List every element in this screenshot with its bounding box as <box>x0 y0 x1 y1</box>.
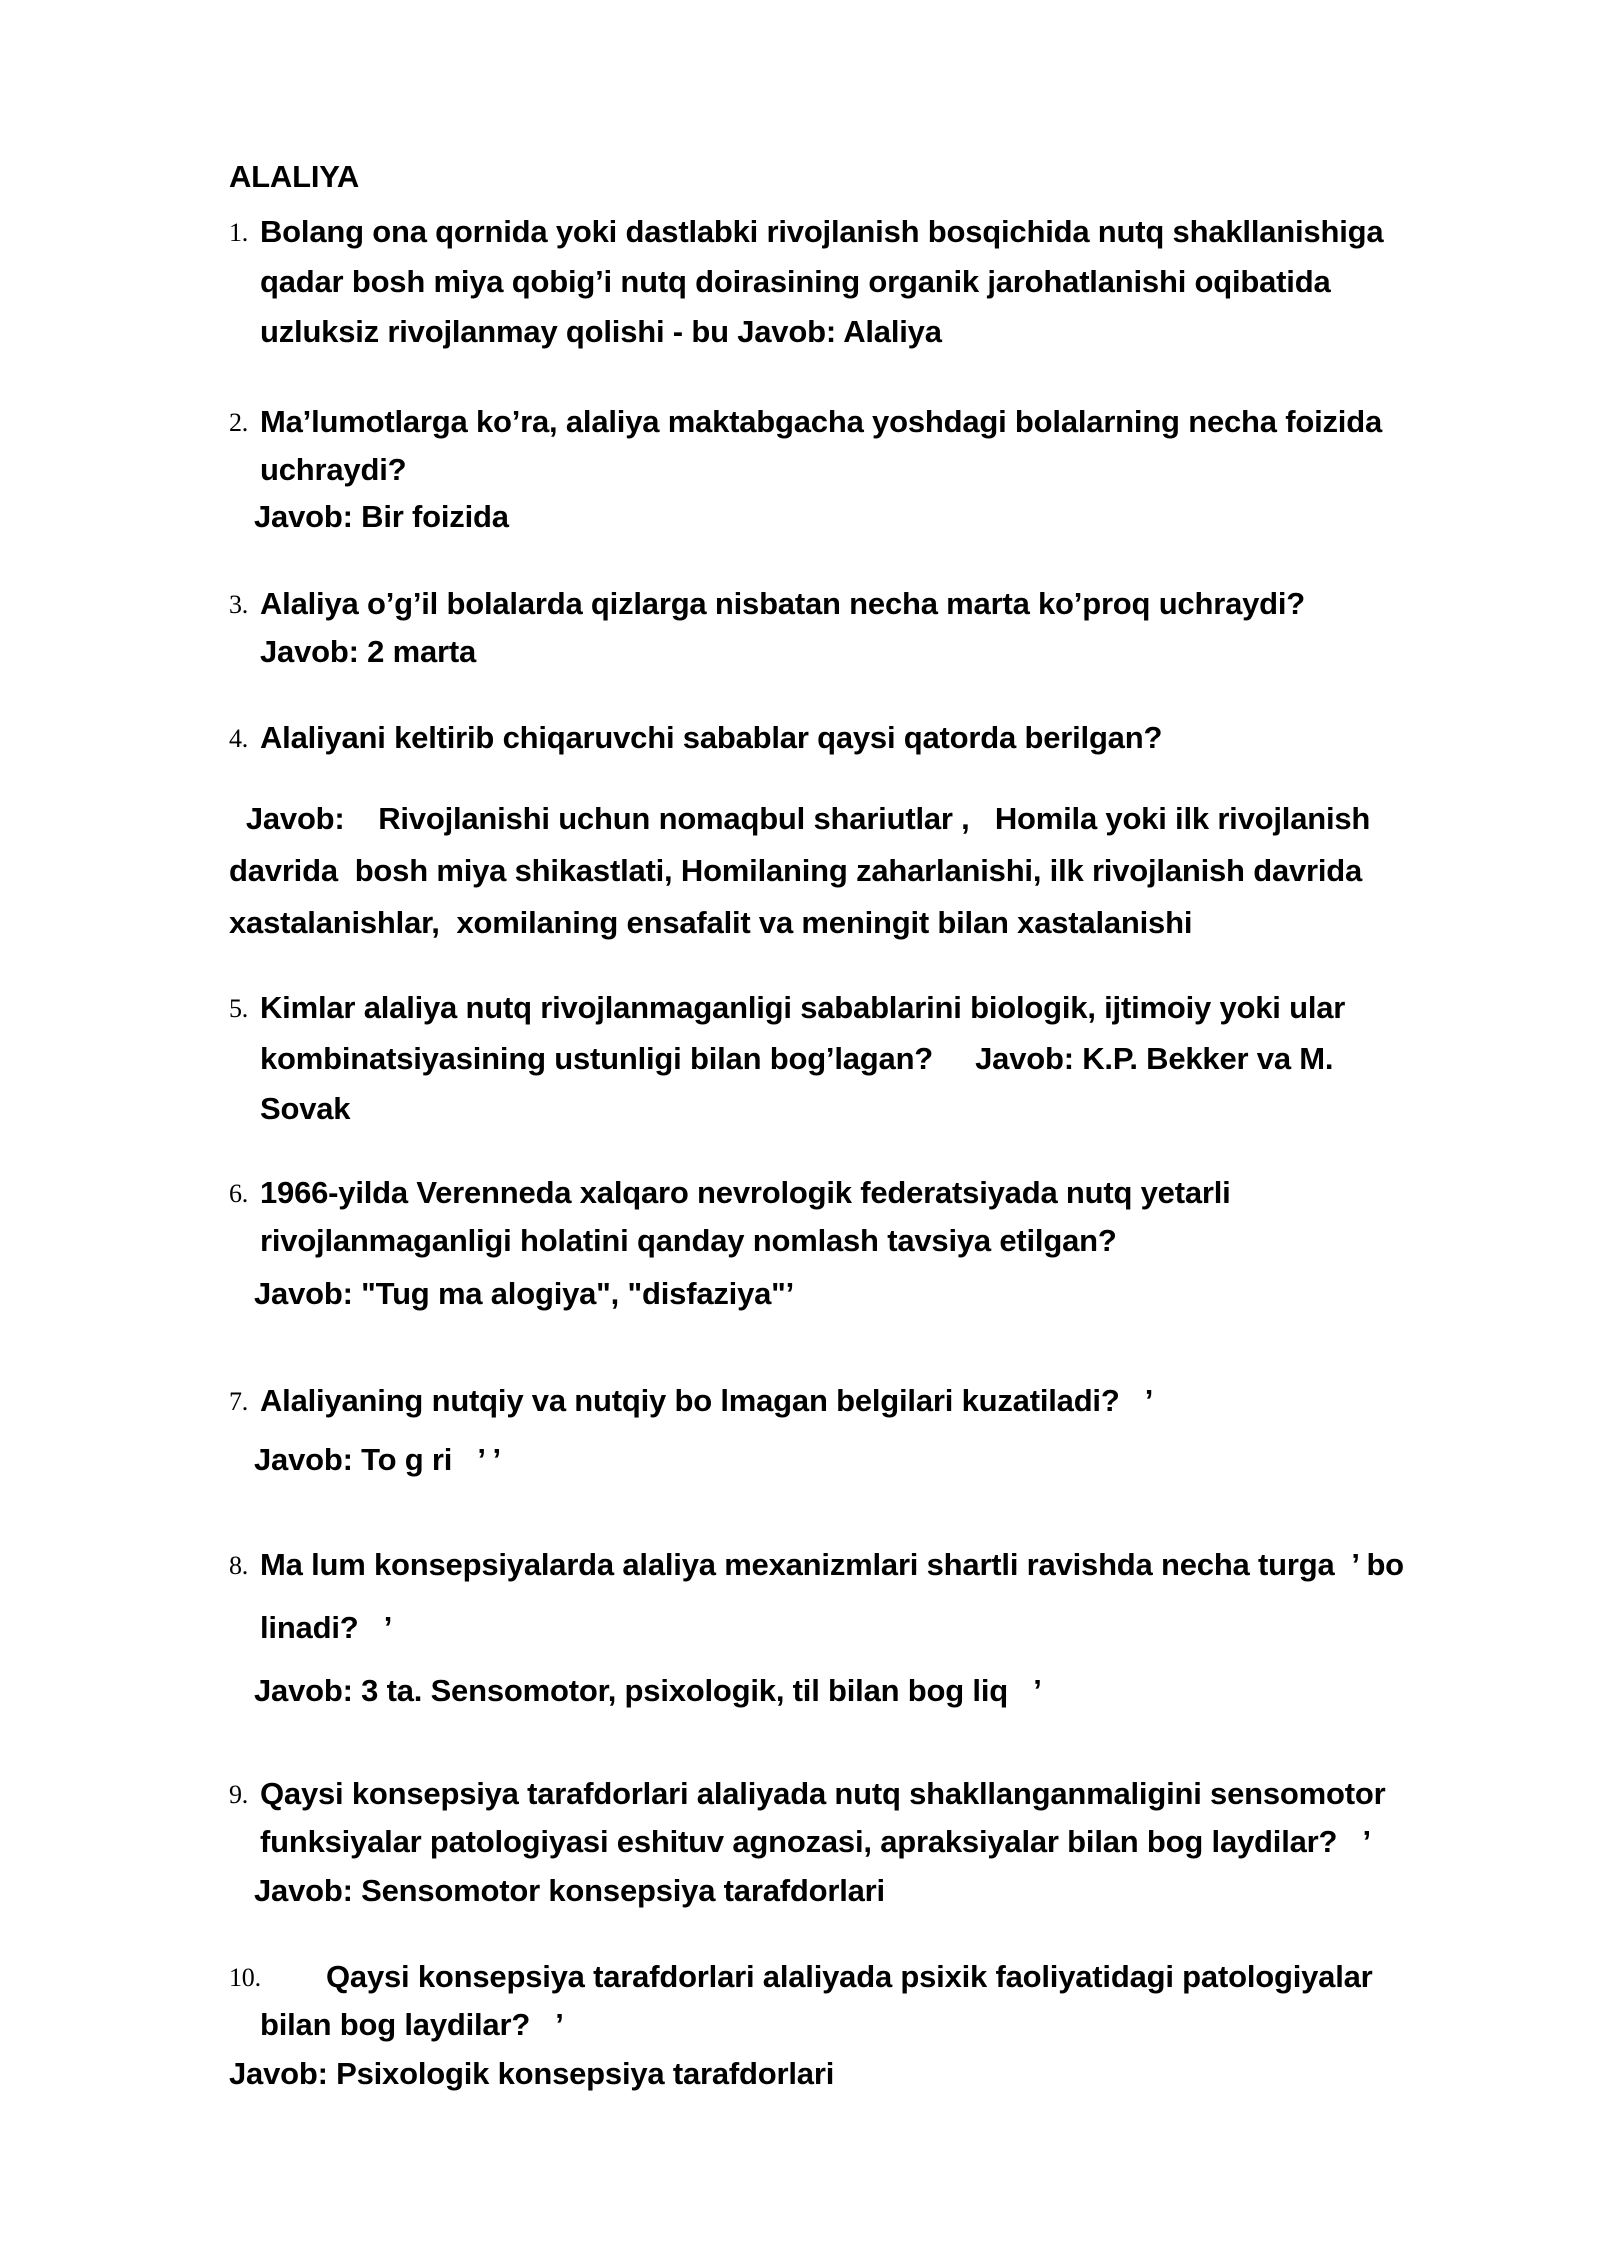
question-text-line: linadi? ’ <box>260 1610 393 1645</box>
question-text-line: rivojlanmaganligi holatini qanday nomlash tavsiya etilgan? <box>260 1223 1117 1258</box>
answer-text-line: xastalanishlar, xomilaning ensafalit va meningit bilan xastalanishi <box>229 905 1193 940</box>
question-text-line: funksiyalar patologiyasi eshituv agnozasi, apraksiyalar bilan bog laydilar? ’ <box>260 1824 1371 1859</box>
question-text-line: Alaliya o’g’il bolalarda qizlarga nisbatan necha marta ko’proq uchraydi? <box>260 586 1306 621</box>
question-number: 4. <box>229 724 249 753</box>
question-number: 3. <box>229 590 249 619</box>
question-text-line: Alaliyaning nutqiy va nutqiy bo lmagan belgilari kuzatiladi? ’ <box>260 1383 1154 1418</box>
question-text-line: Kimlar alaliya nutq rivojlanmaganligi sabablarini biologik, ijtimoiy yoki ular <box>260 990 1346 1025</box>
answer-text: Javob: Sensomotor konsepsiya tarafdorlari <box>254 1873 885 1908</box>
answer-text: Javob: To g ri ’ ’ <box>254 1442 501 1477</box>
answer-text: Javob: "Tug ma alogiya", "disfaziya"’ <box>254 1276 795 1311</box>
question-number: 2. <box>229 408 249 437</box>
answer-text-line: Javob: Rivojlanishi uchun nomaqbul shariutlar , Homila yoki ilk rivojlanish <box>229 801 1371 836</box>
question-number: 6. <box>229 1179 249 1208</box>
question-text-line: Bolang ona qornida yoki dastlabki rivojlanish bosqichida nutq shakllanishiga <box>260 214 1384 249</box>
answer-text: Javob: 3 ta. Sensomotor, psixologik, til bilan bog liq ’ <box>254 1673 1042 1708</box>
question-text-line: uzluksiz rivojlanmay qolishi - bu Javob: Alaliya <box>260 314 942 349</box>
question-text-line: Sovak <box>260 1091 351 1126</box>
question-number: 5. <box>229 994 249 1023</box>
question-text-line: Javob: 2 marta <box>260 634 477 669</box>
question-text-line: Alaliyani keltirib chiqaruvchi sabablar qaysi qatorda berilgan? <box>260 720 1163 755</box>
question-number: 1. <box>229 218 249 247</box>
question-number: 8. <box>229 1551 249 1580</box>
question-number: 7. <box>229 1387 249 1416</box>
answer-text: Javob: Psixologik konsepsiya tarafdorlari <box>229 2056 835 2091</box>
question-text-line: Qaysi konsepsiya tarafdorlari alaliyada nutq shakllanganmaligini sensomotor <box>260 1776 1386 1811</box>
question-text-line: kombinatsiyasining ustunligi bilan bog’lagan? Javob: K.P. Bekker va M. <box>260 1041 1334 1076</box>
question-text-line: qadar bosh miya qobig’i nutq doirasining organik jarohatlanishi oqibatida <box>260 264 1331 299</box>
document-title: ALALIYA <box>229 159 360 194</box>
answer-text: Javob: Bir foizida <box>254 499 509 534</box>
question-text-line: uchraydi? <box>260 452 407 487</box>
question-number: 9. <box>229 1780 249 1809</box>
question-number: 10. <box>229 1963 261 1992</box>
question-text-line: 1966-yilda Verenneda xalqaro nevrologik federatsiyada nutq yetarli <box>260 1175 1231 1210</box>
question-text-line: Qaysi konsepsiya tarafdorlari alaliyada psixik faoliyatidagi patologiyalar <box>326 1959 1373 1994</box>
question-text-line: Ma’lumotlarga ko’ra, alaliya maktabgacha yoshdagi bolalarning necha foizida <box>260 404 1382 439</box>
question-text-line: Ma lum konsepsiyalarda alaliya mexanizmlari shartli ravishda necha turga ’ bo <box>260 1547 1404 1582</box>
answer-text-line: davrida bosh miya shikastlati, Homilaning zaharlanishi, ilk rivojlanish davrida <box>229 853 1363 888</box>
question-text-line: bilan bog laydilar? ’ <box>260 2007 564 2042</box>
